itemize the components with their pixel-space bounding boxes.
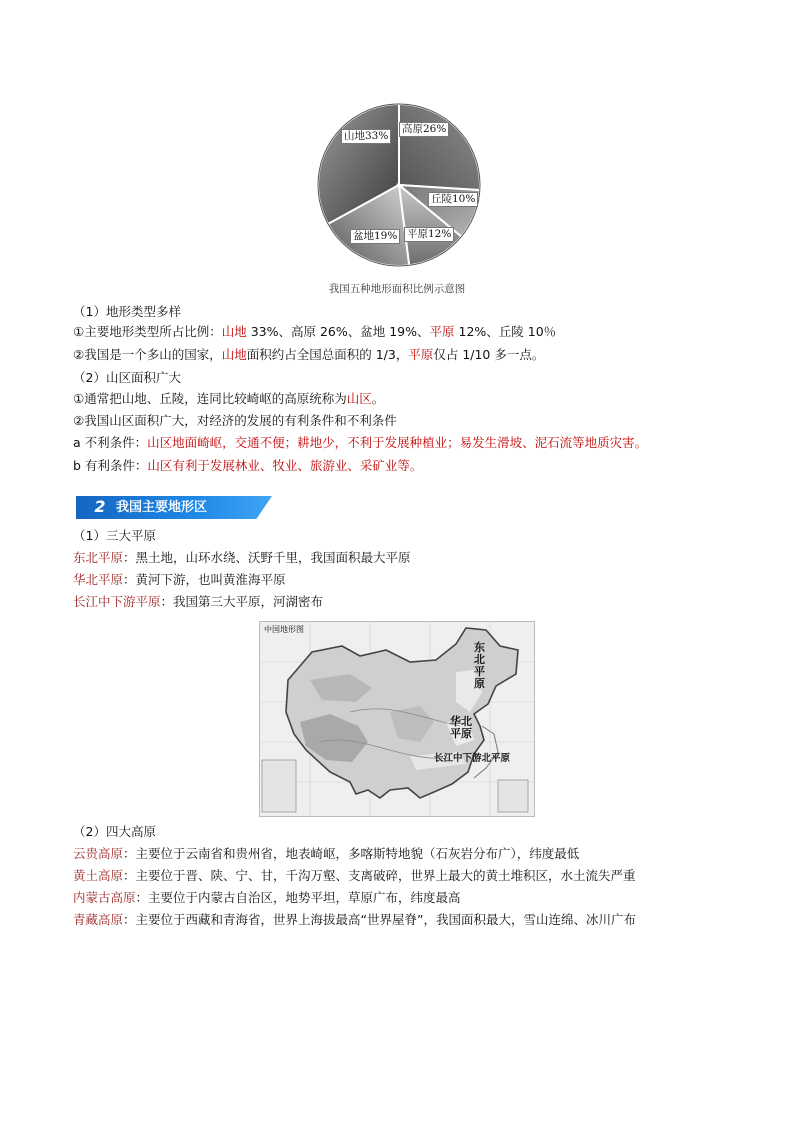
sec1-line-6 <box>73 456 422 475</box>
text: b 有利条件： <box>73 458 148 473</box>
plateau-name: 黄土高原 <box>73 868 124 883</box>
plain-name: 长江中下游平原 <box>73 594 161 609</box>
pie-label-plateau: 高原26% <box>399 122 449 137</box>
text: 仅占 1/10 多一点。 <box>433 347 545 362</box>
plateau-loess <box>73 866 636 885</box>
plain-desc: ：黄河下游，也叫黄淮海平原 <box>123 572 286 587</box>
pie-slice-plateau <box>399 104 480 190</box>
keyword: 山区地面崎岖，交通不便；耕地少，不利于发展种植业；易发生滑坡、泥石流等地质灾害。 <box>147 435 648 450</box>
keyword: 山地 <box>221 324 247 339</box>
plateau-desc: ：主要位于云南省和贵州省，地表崎岖，多喀斯特地貌（石灰岩分布广），纬度最低 <box>123 846 580 861</box>
map-label-northeast: 东北平原 <box>474 641 485 690</box>
plateau-name: 内蒙古高原 <box>73 890 136 905</box>
sec1-line-3 <box>73 389 384 408</box>
plateau-name: 云贵高原 <box>73 846 124 861</box>
sec1-line-2 <box>73 345 544 364</box>
pie-label-hills: 丘陵10% <box>428 192 478 207</box>
text: 。 <box>371 391 385 406</box>
keyword: 平原 <box>408 347 434 362</box>
plain-name: 华北平原 <box>73 572 124 587</box>
plateau-yungui <box>73 844 579 863</box>
keyword: 山地 <box>221 347 247 362</box>
plain-desc: ：黑土地，山环水绕、沃野千里，我国面积最大平原 <box>123 550 411 565</box>
plateau-qinghai-tibet <box>73 910 636 929</box>
text: 33%、高原 26%、盆地 19%、 <box>246 324 430 339</box>
text: ①主要地形类型所占比例： <box>73 324 222 339</box>
sec1-line-1 <box>73 322 556 341</box>
sec1-heading-1: （1）地形类型多样 <box>73 304 181 319</box>
keyword: 山区 <box>346 391 372 406</box>
section-banner <box>76 496 272 519</box>
text: a 不利条件： <box>73 435 148 450</box>
pie-caption: 我国五种地形面积比例示意图 <box>328 283 466 295</box>
sec1-line-5 <box>73 433 647 452</box>
map-title: 中国地形图 <box>264 625 304 634</box>
map-graphic <box>260 622 534 816</box>
pie-label-mountain: 山地33% <box>341 129 391 144</box>
text: 面积约占全国总面积的 1/3， <box>246 347 409 362</box>
plain-yangtze <box>73 592 323 611</box>
text: ①通常把山地、丘陵，连同比较崎岖的高原统称为 <box>73 391 347 406</box>
plateau-inner-mongolia <box>73 888 461 907</box>
pie-label-basin: 盆地19% <box>350 229 400 244</box>
plateau-desc: ：主要位于晋、陕、宁、甘，千沟万壑、支离破碎，世界上最大的黄土堆积区，水土流失严重 <box>123 868 636 883</box>
plateau-desc: ：主要位于内蒙古自治区，地势平坦，草原广布，纬度最高 <box>135 890 461 905</box>
sec2-heading-2: （2）四大高原 <box>73 824 156 839</box>
plain-name: 东北平原 <box>73 550 124 565</box>
sec1-line-4: ②我国山区面积广大，对经济的发展的有利条件和不利条件 <box>73 413 397 428</box>
pie-label-plain: 平原12% <box>404 227 454 242</box>
plain-desc: ：我国第三大平原，河湖密布 <box>160 594 324 609</box>
keyword: 山区有利于发展林业、牧业、旅游业、采矿业等。 <box>147 458 423 473</box>
plain-northeast <box>73 548 411 567</box>
text: 12%、丘陵 10％ <box>454 324 557 339</box>
map-label-yangtze: 长江中下游北平原 <box>434 753 511 764</box>
banner-title: 我国主要地形区 <box>116 500 208 515</box>
sec1-heading-2: （2）山区面积广大 <box>73 370 181 385</box>
map-label-north-china: 华北平原 <box>450 715 472 740</box>
banner-number: 2 <box>94 497 106 516</box>
text: ②我国是一个多山的国家， <box>73 347 222 362</box>
china-terrain-map <box>259 621 535 817</box>
plateau-name: 青藏高原 <box>73 912 124 927</box>
plain-north-china <box>73 570 286 589</box>
plateau-desc: ：主要位于西藏和青海省，世界上海拔最高“世界屋脊”，我国面积最大，雪山连绵、冰川广布 <box>123 912 636 927</box>
keyword: 平原 <box>429 324 455 339</box>
sec2-heading-1: （1）三大平原 <box>73 528 156 543</box>
